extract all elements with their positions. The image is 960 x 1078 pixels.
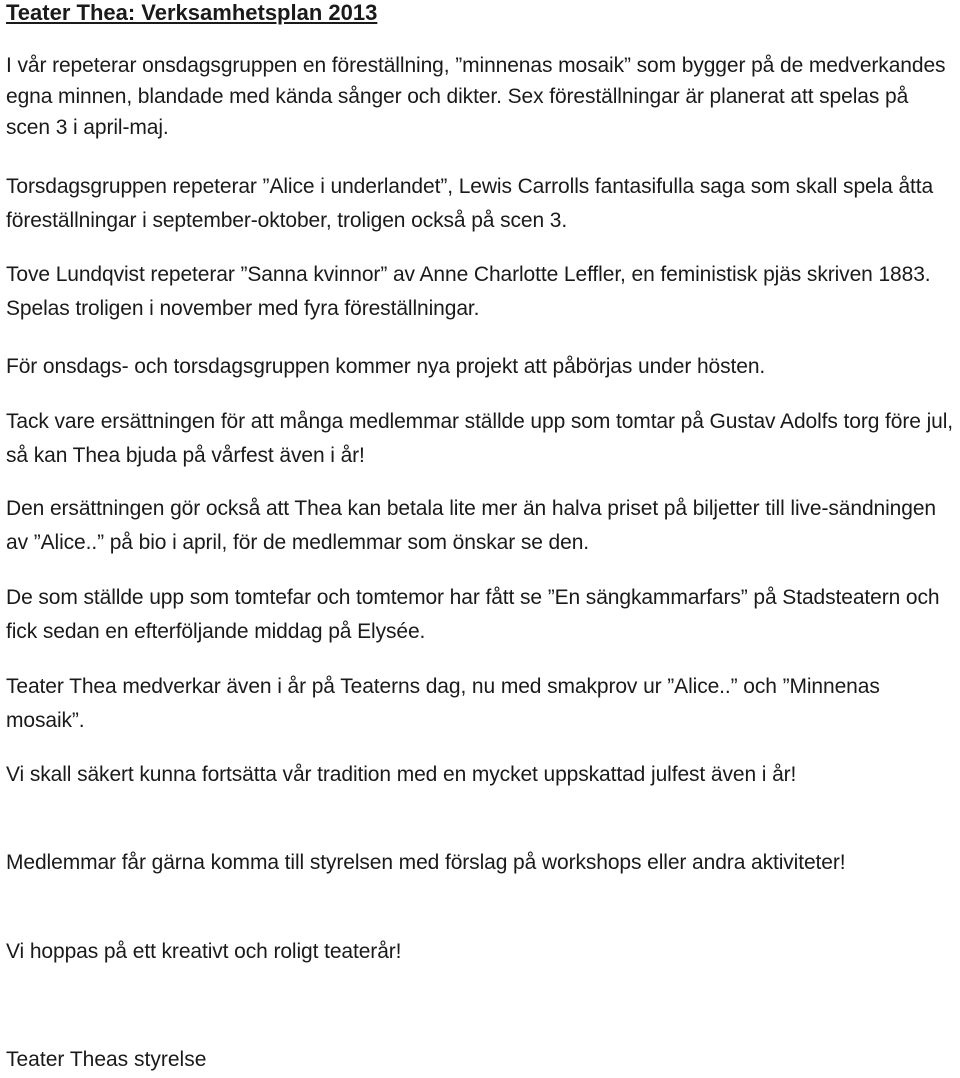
paragraph-onsdagsgruppen: I vår repeterar onsdagsgruppen en föreställning, ”minnenas mosaik” som bygger på de medverkandes egna minnen, blandade med kända sånger och dikter. Sex föreställningar är planerat att spelas på scen 3 i april-maj. (6, 54, 946, 139)
paragraph-tomtar: Tack vare ersättningen för att många medlemmar ställde upp som tomtar på Gustav Adolfs torg före jul, så kan Thea bjuda på vårfest även i år! (6, 410, 954, 467)
paragraph-teaterar: Vi hoppas på ett kreativt och roligt teaterår! (6, 940, 402, 963)
paragraph-sanna-kvinnor: Tove Lundqvist repeterar ”Sanna kvinnor” av Anne Charlotte Leffler, en feministisk pjäs skriven 1883. Spelas troligen i november med fyra föreställningar. (6, 263, 931, 320)
paragraph-torsdagsgruppen: Torsdagsgruppen repeterar ”Alice i underlandet”, Lewis Carrolls fantasifulla saga som skall spela åtta föreställningar i september-oktober, troligen också på scen 3. (6, 175, 934, 232)
signature: Teater Theas styrelse (6, 1048, 207, 1071)
paragraph-biljetter: Den ersättningen gör också att Thea kan betala lite mer än halva priset på biljetter till live-sändningen av ”Alice..” på bio i april, för de medlemmar som önskar se den. (6, 497, 936, 554)
paragraph-teaterns-dag: Teater Thea medverkar även i år på Teaterns dag, nu med smakprov ur ”Alice..” och ”Minnenas mosaik”. (6, 675, 880, 732)
paragraph-nya-projekt: För onsdags- och torsdagsgruppen kommer nya projekt att påbörjas under hösten. (6, 355, 766, 378)
paragraph-workshops: Medlemmar får gärna komma till styrelsen med förslag på workshops eller andra aktiviteter! (6, 851, 846, 874)
paragraph-julfest: Vi skall säkert kunna fortsätta vår tradition med en mycket uppskattad julfest även i år! (6, 763, 797, 786)
paragraph-tomtefar: De som ställde upp som tomtefar och tomtemor har fått se ”En sängkammarfars” på Stadsteatern och fick sedan en efterföljande middag på Elysée. (6, 586, 940, 643)
document-title: Teater Thea: Verksamhetsplan 2013 (6, 0, 378, 25)
